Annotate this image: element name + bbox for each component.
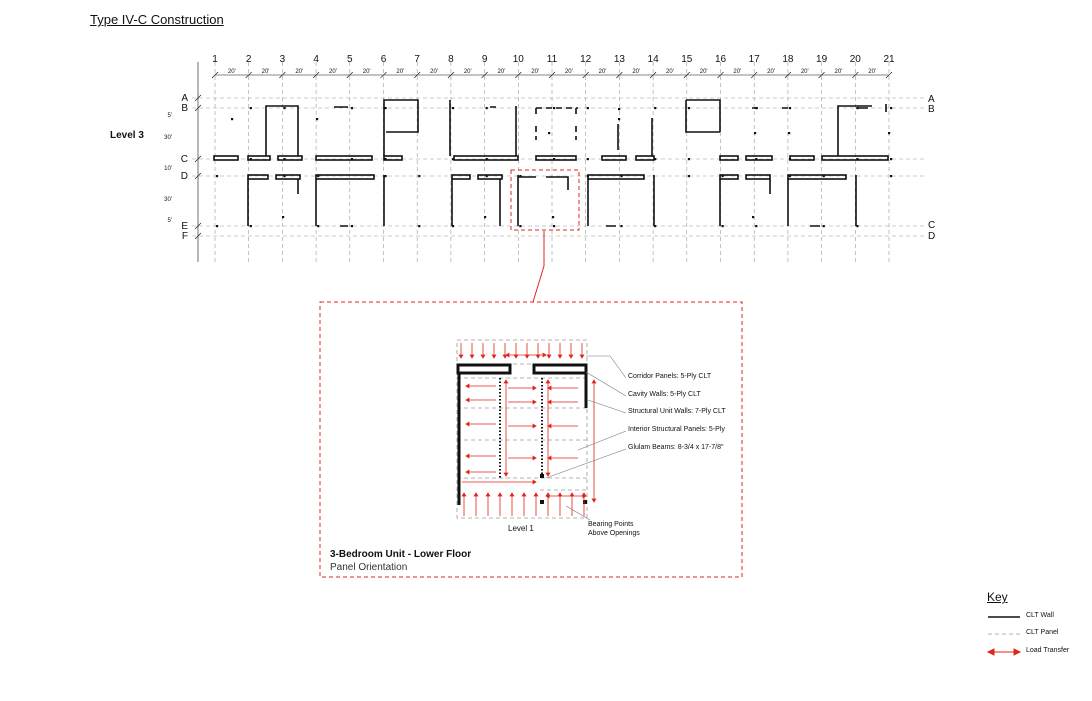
spacing-label: 20': [396, 69, 405, 75]
level3-walls: [214, 100, 888, 226]
column-dot: [688, 175, 690, 177]
column-label: 9: [481, 54, 488, 65]
column-label: 6: [380, 54, 387, 65]
column-label: 14: [647, 54, 659, 65]
spacing-label: 20': [699, 69, 708, 75]
column-label: 7: [414, 54, 420, 65]
load-arrow-head: [547, 355, 551, 358]
bearing-note-line2: Above Openings: [588, 530, 640, 537]
column-label: 5: [347, 54, 353, 65]
column-label: 1: [212, 54, 218, 65]
detail-title: 3-Bedroom Unit - Lower Floor: [330, 549, 472, 560]
column-dot: [722, 175, 724, 177]
key-load-transfer: Load Transfer: [1026, 647, 1070, 654]
detail-subtitle: Panel Orientation: [330, 562, 408, 573]
column-label: 2: [245, 54, 252, 65]
load-arrow-head: [466, 454, 469, 458]
column-dot: [283, 107, 285, 109]
spacing-label: 20': [227, 69, 236, 75]
column-dots: [216, 107, 892, 227]
column-label: 10: [512, 54, 524, 65]
load-arrow-head: [470, 355, 474, 358]
load-arrow-head: [533, 456, 536, 460]
spacing-label: 20': [666, 69, 674, 75]
column-dot: [552, 216, 554, 218]
column-dot: [722, 225, 724, 227]
row-dimension: 5': [167, 113, 172, 119]
bearing-note-line1: Bearing Points: [588, 521, 634, 528]
load-arrow-head: [548, 400, 551, 404]
column-dot: [587, 158, 589, 160]
column-dot: [316, 118, 318, 120]
load-arrow-head: [558, 493, 562, 496]
column-dot: [351, 107, 353, 109]
row-label-left: F: [181, 231, 188, 242]
column-dot: [385, 107, 387, 109]
column-dot: [789, 175, 791, 177]
load-arrow-head: [533, 400, 536, 404]
load-arrow-head: [546, 473, 550, 476]
column-dot: [789, 158, 791, 160]
load-arrow-head: [466, 398, 469, 402]
load-arrow-head: [481, 355, 485, 358]
column-dot: [216, 175, 218, 177]
column-dot: [890, 175, 892, 177]
column-dot: [548, 132, 550, 134]
spacing-label: 20': [564, 69, 573, 75]
column-label: 4: [313, 54, 319, 65]
callout-structural-unit-walls: Structural Unit Walls: 7-Ply CLT: [628, 408, 726, 415]
callout-glulam-beams: Glulam Beams: 8-3/4 x 17-7/8": [628, 444, 724, 451]
load-arrow-head: [548, 456, 551, 460]
load-arrow-head: [546, 380, 550, 383]
load-arrow-head: [569, 355, 573, 358]
spacing-label: 20': [632, 69, 641, 75]
load-arrow-head: [486, 493, 490, 496]
column-dot: [823, 225, 825, 227]
column-dot: [755, 225, 757, 227]
load-arrow-head: [548, 386, 551, 390]
column-dot: [250, 225, 252, 227]
callout-corridor-panels: Corridor Panels: 5-Ply CLT: [628, 373, 712, 380]
row-label-left: A: [181, 93, 188, 104]
column-label: 21: [883, 54, 895, 65]
load-arrow-head: [543, 353, 546, 357]
column-label: 13: [613, 54, 625, 65]
column-dot: [317, 225, 319, 227]
load-arrow-head: [510, 493, 514, 496]
row-dimension: 10': [164, 166, 172, 172]
column-dot: [553, 158, 555, 160]
load-arrow-head: [536, 355, 540, 358]
column-label: 3: [279, 54, 286, 65]
load-arrow-head: [514, 355, 518, 358]
row-label-right: B: [928, 104, 935, 115]
load-arrow-head: [548, 424, 551, 428]
row-label-left: D: [180, 171, 188, 182]
column-dot: [418, 175, 420, 177]
load-arrow-head: [466, 384, 469, 388]
spacing-label: 20': [800, 69, 809, 75]
load-arrow-head: [580, 355, 584, 358]
detail-level-caption: Level 1: [508, 524, 534, 533]
column-label: 15: [681, 54, 693, 65]
row-label-right: D: [928, 231, 936, 242]
column-dot: [620, 225, 622, 227]
column-dot: [888, 132, 890, 134]
spacing-label: 20': [767, 69, 775, 75]
column-dot: [385, 158, 387, 160]
spacing-label: 20': [329, 69, 337, 75]
row-labels: [164, 93, 935, 242]
spacing-label: 20': [497, 69, 506, 75]
column-dot: [890, 107, 892, 109]
row-label-right: C: [928, 220, 936, 231]
load-arrow-head: [533, 386, 536, 390]
load-arrow-head: [466, 422, 469, 426]
load-arrow-head: [498, 493, 502, 496]
load-arrow-head: [533, 424, 536, 428]
load-arrow-head: [534, 493, 538, 496]
spacing-label: 20': [463, 69, 472, 75]
load-arrow-head: [492, 355, 496, 358]
spacing-label: 20': [598, 69, 607, 75]
column-dot: [754, 132, 756, 134]
column-dot: [553, 107, 555, 109]
spacing-label: 20': [362, 69, 371, 75]
column-dot: [587, 107, 589, 109]
column-dot: [688, 107, 690, 109]
column-dot: [752, 216, 754, 218]
key-clt-panel: CLT Panel: [1026, 629, 1059, 636]
column-dot: [452, 225, 454, 227]
load-arrow-head: [504, 380, 508, 383]
column-dot: [519, 175, 521, 177]
column-dot: [618, 108, 620, 110]
spacing-label: 20': [430, 69, 438, 75]
load-arrow-head: [522, 493, 526, 496]
detail-unit: [457, 340, 626, 520]
column-dot: [231, 118, 233, 120]
column-dot: [452, 107, 454, 109]
row-dimension: 5': [167, 218, 172, 224]
load-arrow-head: [592, 499, 596, 502]
column-dot: [283, 175, 285, 177]
row-dimension: 30': [164, 197, 172, 203]
column-dot: [216, 225, 218, 227]
load-arrow-head: [583, 494, 586, 498]
column-dot: [486, 175, 488, 177]
column-dot: [452, 158, 454, 160]
column-label: 11: [546, 54, 558, 65]
spacing-label: 20': [733, 69, 742, 75]
column-dot: [250, 107, 252, 109]
column-dot: [484, 216, 486, 218]
column-dot: [856, 107, 858, 109]
key-title: Key: [987, 590, 1008, 604]
load-arrow-head: [504, 473, 508, 476]
column-dot: [486, 107, 488, 109]
key-load-swatch: [988, 649, 1020, 655]
spacing-label: 20': [261, 69, 270, 75]
load-arrow-head: [533, 480, 536, 484]
column-dot: [823, 175, 825, 177]
column-dot: [519, 225, 521, 227]
column-dot: [654, 158, 656, 160]
column-dot: [385, 175, 387, 177]
grid-lines: [192, 62, 925, 262]
spacing-label: 20': [295, 69, 304, 75]
column-dot: [856, 225, 858, 227]
column-dot: [890, 158, 892, 160]
load-arrow-head: [546, 494, 549, 498]
callout-cavity-walls: Cavity Walls: 5-Ply CLT: [628, 391, 701, 398]
callout-interior-panels: Interior Structural Panels: 5-Ply: [628, 426, 725, 433]
column-dot: [688, 158, 690, 160]
column-dot: [654, 225, 656, 227]
load-arrow-head: [570, 493, 574, 496]
column-dot: [250, 158, 252, 160]
column-dot: [486, 158, 488, 160]
column-dot: [317, 175, 319, 177]
column-label: 18: [782, 54, 794, 65]
row-label-left: B: [181, 103, 188, 114]
spacing-label: 20': [834, 69, 843, 75]
column-dot: [856, 158, 858, 160]
column-dot: [654, 107, 656, 109]
column-label: 20: [849, 54, 861, 65]
column-label: 16: [714, 54, 727, 65]
load-arrow-head: [558, 355, 562, 358]
column-dot: [283, 158, 285, 160]
column-label: 17: [748, 54, 760, 65]
load-arrow-head: [474, 493, 478, 496]
row-label-left: E: [181, 221, 188, 232]
column-label: 12: [580, 54, 592, 65]
load-arrow-head: [459, 355, 463, 358]
column-labels: [212, 54, 895, 65]
column-dot: [618, 118, 620, 120]
row-label-right: A: [928, 94, 935, 105]
detail-frame: [320, 302, 742, 577]
column-dot: [789, 107, 791, 109]
load-arrow-head: [592, 380, 596, 383]
load-arrow-head: [525, 355, 529, 358]
leader-line-diag: [533, 266, 544, 302]
column-dot: [788, 132, 790, 134]
key-clt-wall: CLT Wall: [1026, 612, 1054, 619]
spacing-label: 20': [868, 69, 877, 75]
column-dot: [418, 225, 420, 227]
level-label: Level 3: [110, 130, 144, 141]
column-dot: [553, 225, 555, 227]
load-arrow-head: [466, 470, 469, 474]
column-dot: [351, 158, 353, 160]
column-dot: [351, 225, 353, 227]
spacing-label: 20': [531, 69, 540, 75]
column-dot: [587, 175, 589, 177]
column-label: 8: [448, 54, 454, 65]
column-dot: [755, 158, 757, 160]
drawing-title: Type IV-C Construction: [90, 12, 224, 27]
row-dimension: 30': [164, 135, 172, 141]
load-arrow-head: [462, 493, 466, 496]
column-dot: [282, 216, 284, 218]
column-dot: [620, 175, 622, 177]
row-label-left: C: [180, 154, 188, 165]
column-dot: [755, 107, 757, 109]
column-label: 19: [816, 54, 828, 65]
